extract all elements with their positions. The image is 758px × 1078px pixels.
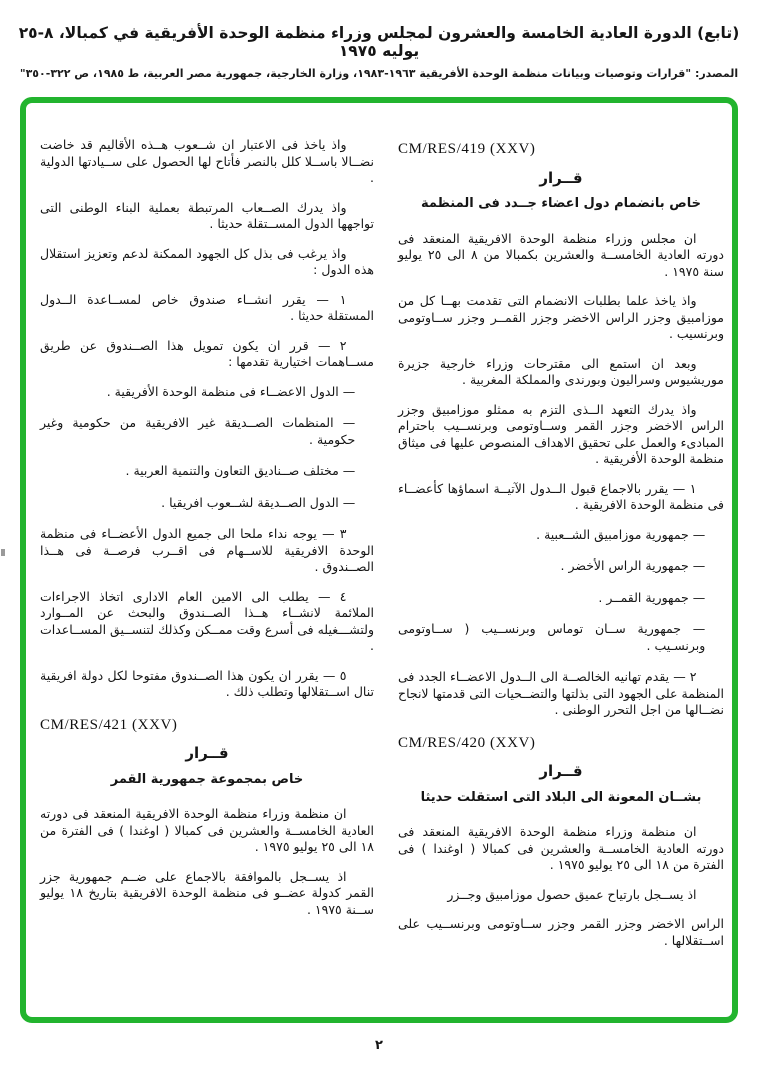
- paragraph: واذ ياخذ فى الاعتبار ان شــعوب هــذه الأقاليم قد خاضت نضــالا باســلا كلل بالنصر فأتاح لها الحصول على ســيادتها الدولية .: [40, 137, 374, 185]
- decision-title: قــرار: [539, 168, 583, 187]
- paragraph: ٥ — يقرر ان يكون هذا الصــندوق مفتوحا لكل دولة افريقية تنال اســتقلالها وتطلب ذلك .: [40, 667, 374, 699]
- decision-title: قــرار: [185, 744, 229, 762]
- paragraph: واذ يدرك التعهد الــذى التزم به ممثلو موزامبيق وجزر الراس الاخضر وجزر القمر وســاوتومى وبرنســيب باحترام المبادىء والعمل على تحقيق الاهداف المنصوص عليها فى ميثاق منظمة الوحدة الأفريقية .: [398, 401, 724, 466]
- decision-subtitle: بشــان المعونة الى البلاد التى استقلت حديثا: [420, 789, 702, 805]
- list-item: — جمهورية الراس الأخضر .: [560, 558, 706, 573]
- paragraph: ١ — يقرر بالاجماع قبول الــدول الآتيــة اسماؤها كأعضــاء فى منظمة الوحدة الافريقية .: [398, 480, 724, 512]
- session-title: (تابع) الدورة العادية الخامسة والعشرون لمجلس وزراء منظمة الوحدة الأفريقية في كمبالا، ٨-٢٥ يوليه ١٩٧٥: [18, 24, 740, 60]
- paragraph: ٢ — يقدم تهانيه الخالصــة الى الــدول الاعضــاء الجدد فى المنظمة على الجهود التى بذلتها والتضــحيات التى قدمتها لانجاح نضــالها من اجل التحرر الوطنى .: [398, 669, 724, 717]
- paragraph: ٣ — يوجه نداء ملحا الى جميع الدول الأعضــاء فى منظمة الوحدة الافريقية للاســهام فى اقــرب فرصــة فى هــذا الصــندوق .: [40, 526, 374, 574]
- paragraph: اذ يســجل بارتياح عميق حصول موزامبيق وجــزر: [447, 886, 697, 902]
- list-item: — الدول الصــديقة لشــعوب افريقيا .: [161, 494, 356, 510]
- resolution-code: CM/RES/419 (XXV): [398, 141, 536, 157]
- paragraph: الراس الاخضر وجزر القمر وجزر ســاوتومى وبرنســيب على اســتقلالها .: [398, 916, 724, 948]
- resolution-code: CM/RES/420 (XXV): [398, 734, 536, 751]
- paragraph: ان منظمة وزراء منظمة الوحدة الافريقية المنعقد فى دورته العادية الخامســة والعشرين فى كمبالا ( اوغندا ) فى الفترة من ١٨ الى ٢٥ يوليو ١٩٧٥ .: [40, 806, 374, 854]
- paragraph: ان مجلس وزراء منظمة الوحدة الافريقية المنعقد فى دورته العادية الخامســة والعشرين بكمبالا من ٨ الى ٢٥ يوليو سنة ١٩٧٥ .: [398, 230, 724, 279]
- paragraph: واذ يدرك الصــعاب المرتبطة بعملية البناء الوطنى التى تواجهها الدول المســتقلة حديثا .: [40, 199, 374, 231]
- document-header: [10, 24, 748, 80]
- decision-title: قــرار: [539, 762, 583, 780]
- list-item: — جمهورية القمــر .: [598, 589, 706, 605]
- column-left: [40, 137, 374, 931]
- decision-subtitle: خاص بانضمام دول اعضاء جــدد فى المنظمة: [421, 196, 701, 211]
- list-item: — الدول الاعضــاء فى منظمة الوحدة الأفريقية .: [106, 383, 356, 399]
- paragraph: اذ يســجل بالموافقة بالاجماع على ضــم جمهورية جزر القمر كدولة عضــو فى منظمة الوحدة الافريقية بتاريخ ١٨ يوليو ســنة ١٩٧٥ .: [40, 868, 374, 917]
- resolution-code: CM/RES/421 (XXV): [40, 716, 178, 733]
- paragraph: ان منظمة وزراء منظمة الوحدة الافريقية المنعقد فى دورته العادية الخامســة والعشرين فى كمبالا ( اوغندا ) فى الفترة من ١٨ الى ٢٥ يوليو ١٩٧٥ .: [398, 824, 724, 872]
- source-citation: المصدر: "قرارات وتوصيات وبيانات منظمة الوحدة الأفريقية ١٩٦٣-١٩٨٣، وزارة الخارجية، جمهورية مصر العربية، ط ١٩٨٥، ص ٣٢٢-٣٥٠": [19, 67, 739, 80]
- decision-subtitle: خاص بمجموعة جمهورية القمر: [110, 771, 304, 787]
- paragraph: واذ يرغب فى بذل كل الجهود الممكنة لدعم وتعزيز استقلال هذه الدول :: [40, 245, 374, 277]
- list-item: — مختلف صــناديق التعاون والتنمية العربية .: [125, 463, 356, 478]
- page-number: ٢: [375, 1038, 383, 1053]
- paragraph: ٤ — يطلب الى الامين العام الادارى اتخاذ الاجراءات الملائمة لانشــاء هــذا الصــندوق والبحث عن المــوارد ولتشـــغيله فى أسرع وقت ممــكن وكذلك لتنســيق المســاعدات .: [40, 588, 374, 653]
- green-border-frame: [20, 97, 738, 1023]
- list-item: — المنظمات الصــديقة غير الافريقية من حكومية وغير حكومية .: [40, 415, 356, 447]
- paragraph: ٢ — قرر ان يكون تمويل هذا الصــندوق عن طريق مســاهمات اختيارية تقدمها :: [40, 337, 374, 369]
- scan-artifact: [1, 549, 5, 556]
- paragraph: واذ ياخذ علما بطلبات الانضمام التى تقدمت بهــا كل من موزامبيق وجزر الراس الاخضر وجزر القمــر وجزر ســاوتومى وبرنسيب .: [398, 293, 724, 341]
- list-item: — جمهورية موزامبيق الشــعبية .: [536, 526, 706, 542]
- paragraph: وبعد ان استمع الى مقترحات وزراء خارجية جزيرة موريشيوس وسراليون وبورندى والمملكة المغربية .: [398, 355, 724, 387]
- paragraph: ١ — يقرر انشــاء صندوق خاص لمســاعدة الــدول المستقلة حديثا .: [40, 291, 374, 323]
- list-item: — جمهورية ســان توماس وبرنســيب ( ســاوتومى وبرنسـيب .: [398, 621, 706, 653]
- column-right: [398, 131, 724, 962]
